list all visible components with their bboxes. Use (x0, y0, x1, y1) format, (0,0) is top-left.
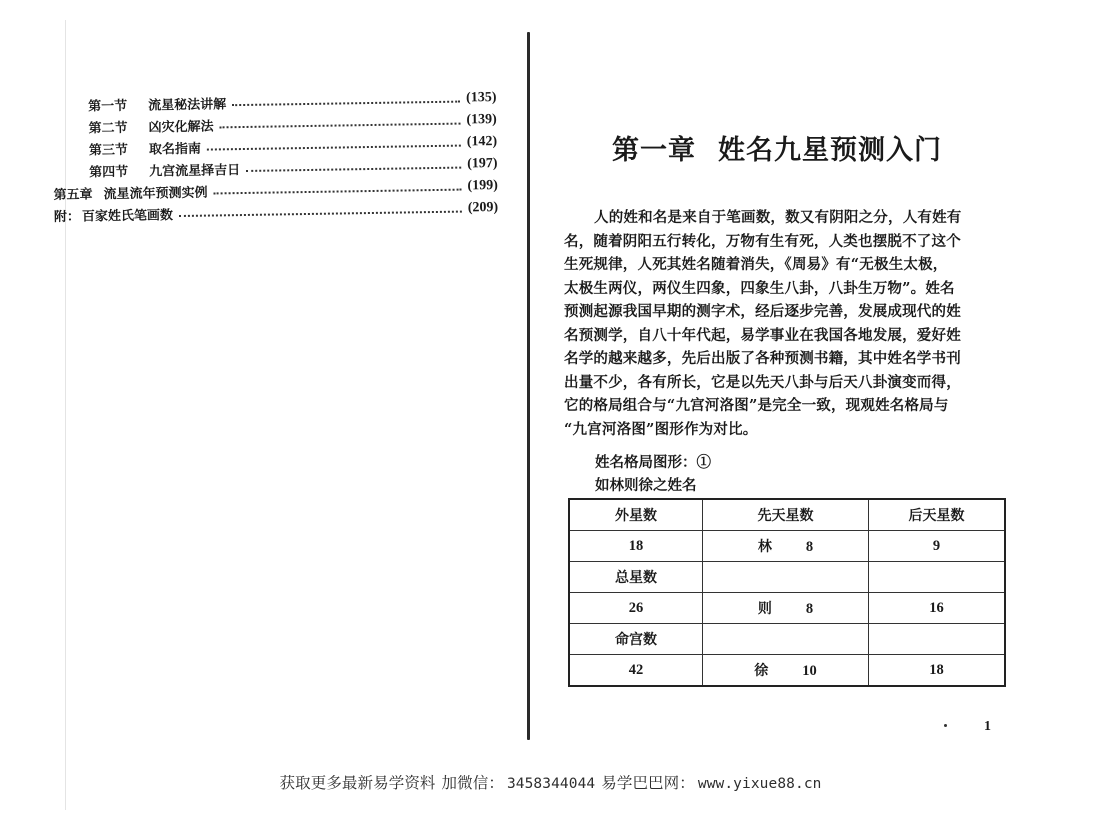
table-header-row (569, 499, 1005, 531)
stroke-count: 10 (802, 663, 817, 679)
chapter-heading (612, 128, 942, 167)
toc-entry-page: (199) (467, 178, 498, 194)
table-cell-post (869, 624, 1005, 655)
body-line: 它的格局组合与“九宫河洛图”是完全一致，现观姓名格局与 (564, 397, 949, 414)
toc-entry-page: (209) (467, 200, 499, 216)
table-row (569, 655, 1005, 687)
table-cell-post: 16 (869, 593, 1005, 624)
toc-entry-title: 流星秘法讲解 (148, 96, 227, 113)
table-cell-pre (703, 624, 869, 655)
footer-watermark (0, 771, 1101, 793)
toc-entry-page: (135) (465, 90, 497, 106)
book-spine-divider (527, 32, 530, 740)
table-row (569, 624, 1005, 655)
table-header-pre: 先天星数 (703, 499, 869, 531)
toc-entry-number: 第一节 (88, 98, 128, 114)
toc-entry-title: 九宫流星择吉日 (149, 162, 241, 179)
toc-entry-number: 第二节 (88, 120, 128, 136)
toc-entry-number: 附： (53, 209, 81, 225)
toc-entry-page: (142) (466, 134, 498, 150)
table-cell-outer: 命宫数 (569, 624, 703, 655)
table-of-contents (52, 87, 514, 226)
toc-leader-dots (246, 167, 461, 172)
table-cell-outer: 总星数 (569, 562, 703, 593)
toc-entry-number: 第四节 (89, 164, 129, 180)
name-character: 则 (757, 601, 772, 617)
table-cell-post: 18 (869, 655, 1005, 687)
footer-prefix: 获取更多最新易学资料 (279, 774, 436, 792)
chapter-title: 姓名九星预测入门 (718, 135, 942, 166)
footer-wechat-id: 3458344044 (506, 776, 596, 792)
table-cell-pre (703, 593, 869, 624)
toc-leader-dots (220, 123, 461, 129)
body-line: “九宫河洛图”图形作为对比。 (564, 420, 758, 438)
body-line: 人的姓和名是来自于笔画数，数又有阴阳之分，人有姓有 (594, 209, 962, 226)
table-row (569, 593, 1005, 624)
toc-entry-number: 第五章 (53, 186, 93, 203)
table-row (569, 562, 1005, 593)
body-line: 预测起源我国早期的测字术，经后逐步完善，发展成现代的姓 (564, 303, 961, 320)
table-cell-post (869, 562, 1005, 593)
page-number: 1 (984, 719, 991, 734)
stroke-count: 8 (805, 601, 814, 617)
footer-wechat-label: 加微信： (441, 774, 504, 792)
toc-leader-dots (214, 189, 462, 195)
toc-entry-page: (139) (466, 112, 497, 128)
footer-site-url: www.yixue88.cn (697, 776, 822, 792)
toc-entry-title: 取名指南 (148, 141, 202, 157)
toc-entry-page: (197) (467, 156, 498, 172)
table-header-outer: 外星数 (569, 499, 703, 531)
table-row (569, 531, 1005, 562)
body-line: 生死规律，人死其姓名随着消失，《周易》有“无极生太极， (564, 256, 948, 273)
table-header-post: 后天星数 (869, 499, 1005, 531)
table-cell-outer: 26 (569, 593, 703, 624)
example-label: 如林则徐之姓名 (595, 477, 697, 494)
toc-leader-dots (232, 101, 460, 107)
toc-leader-dots (179, 211, 462, 217)
table-cell-pre (703, 531, 869, 562)
chapter-number: 第一章 (612, 135, 696, 166)
body-line: 名，随着阴阳五行转化，万物有生有死，人类也摆脱不了这个 (564, 232, 961, 250)
name-character: 徐 (754, 663, 769, 679)
table-cell-pre (703, 655, 869, 687)
table-cell-pre (703, 562, 869, 593)
footer-site-label: 易学巴巴网： (601, 774, 695, 792)
scan-speck (944, 724, 947, 727)
toc-leader-dots (207, 145, 461, 151)
toc-entry-title: 流星流年预测实例 (103, 185, 208, 202)
name-pattern-table (568, 498, 1006, 687)
body-line: 太极生两仪，两仪生四象，四象生八卦，八卦生万物”。姓名 (564, 279, 955, 297)
name-character: 林 (757, 539, 772, 555)
body-paragraph (564, 206, 1026, 441)
body-line: 名学的越来越多，先后出版了各种预测书籍，其中姓名学书刊 (564, 350, 961, 367)
toc-entry-title: 凶灾化解法 (148, 118, 214, 135)
figure-label: 姓名格局图形：① (595, 454, 711, 471)
figure-caption (595, 451, 711, 497)
table-cell-outer: 42 (569, 655, 703, 687)
body-line: 出量不少，各有所长，它是以先天八卦与后天八卦演变而得， (564, 373, 961, 391)
table-cell-post: 9 (869, 531, 1005, 562)
table-cell-outer: 18 (569, 531, 703, 562)
toc-entry-number: 第三节 (88, 142, 129, 158)
stroke-count: 8 (805, 539, 814, 555)
toc-entry-title: 百家姓氏笔画数 (81, 207, 174, 225)
body-line: 名预测学，自八十年代起，易学事业在我国各地发展，爱好姓 (564, 326, 961, 344)
